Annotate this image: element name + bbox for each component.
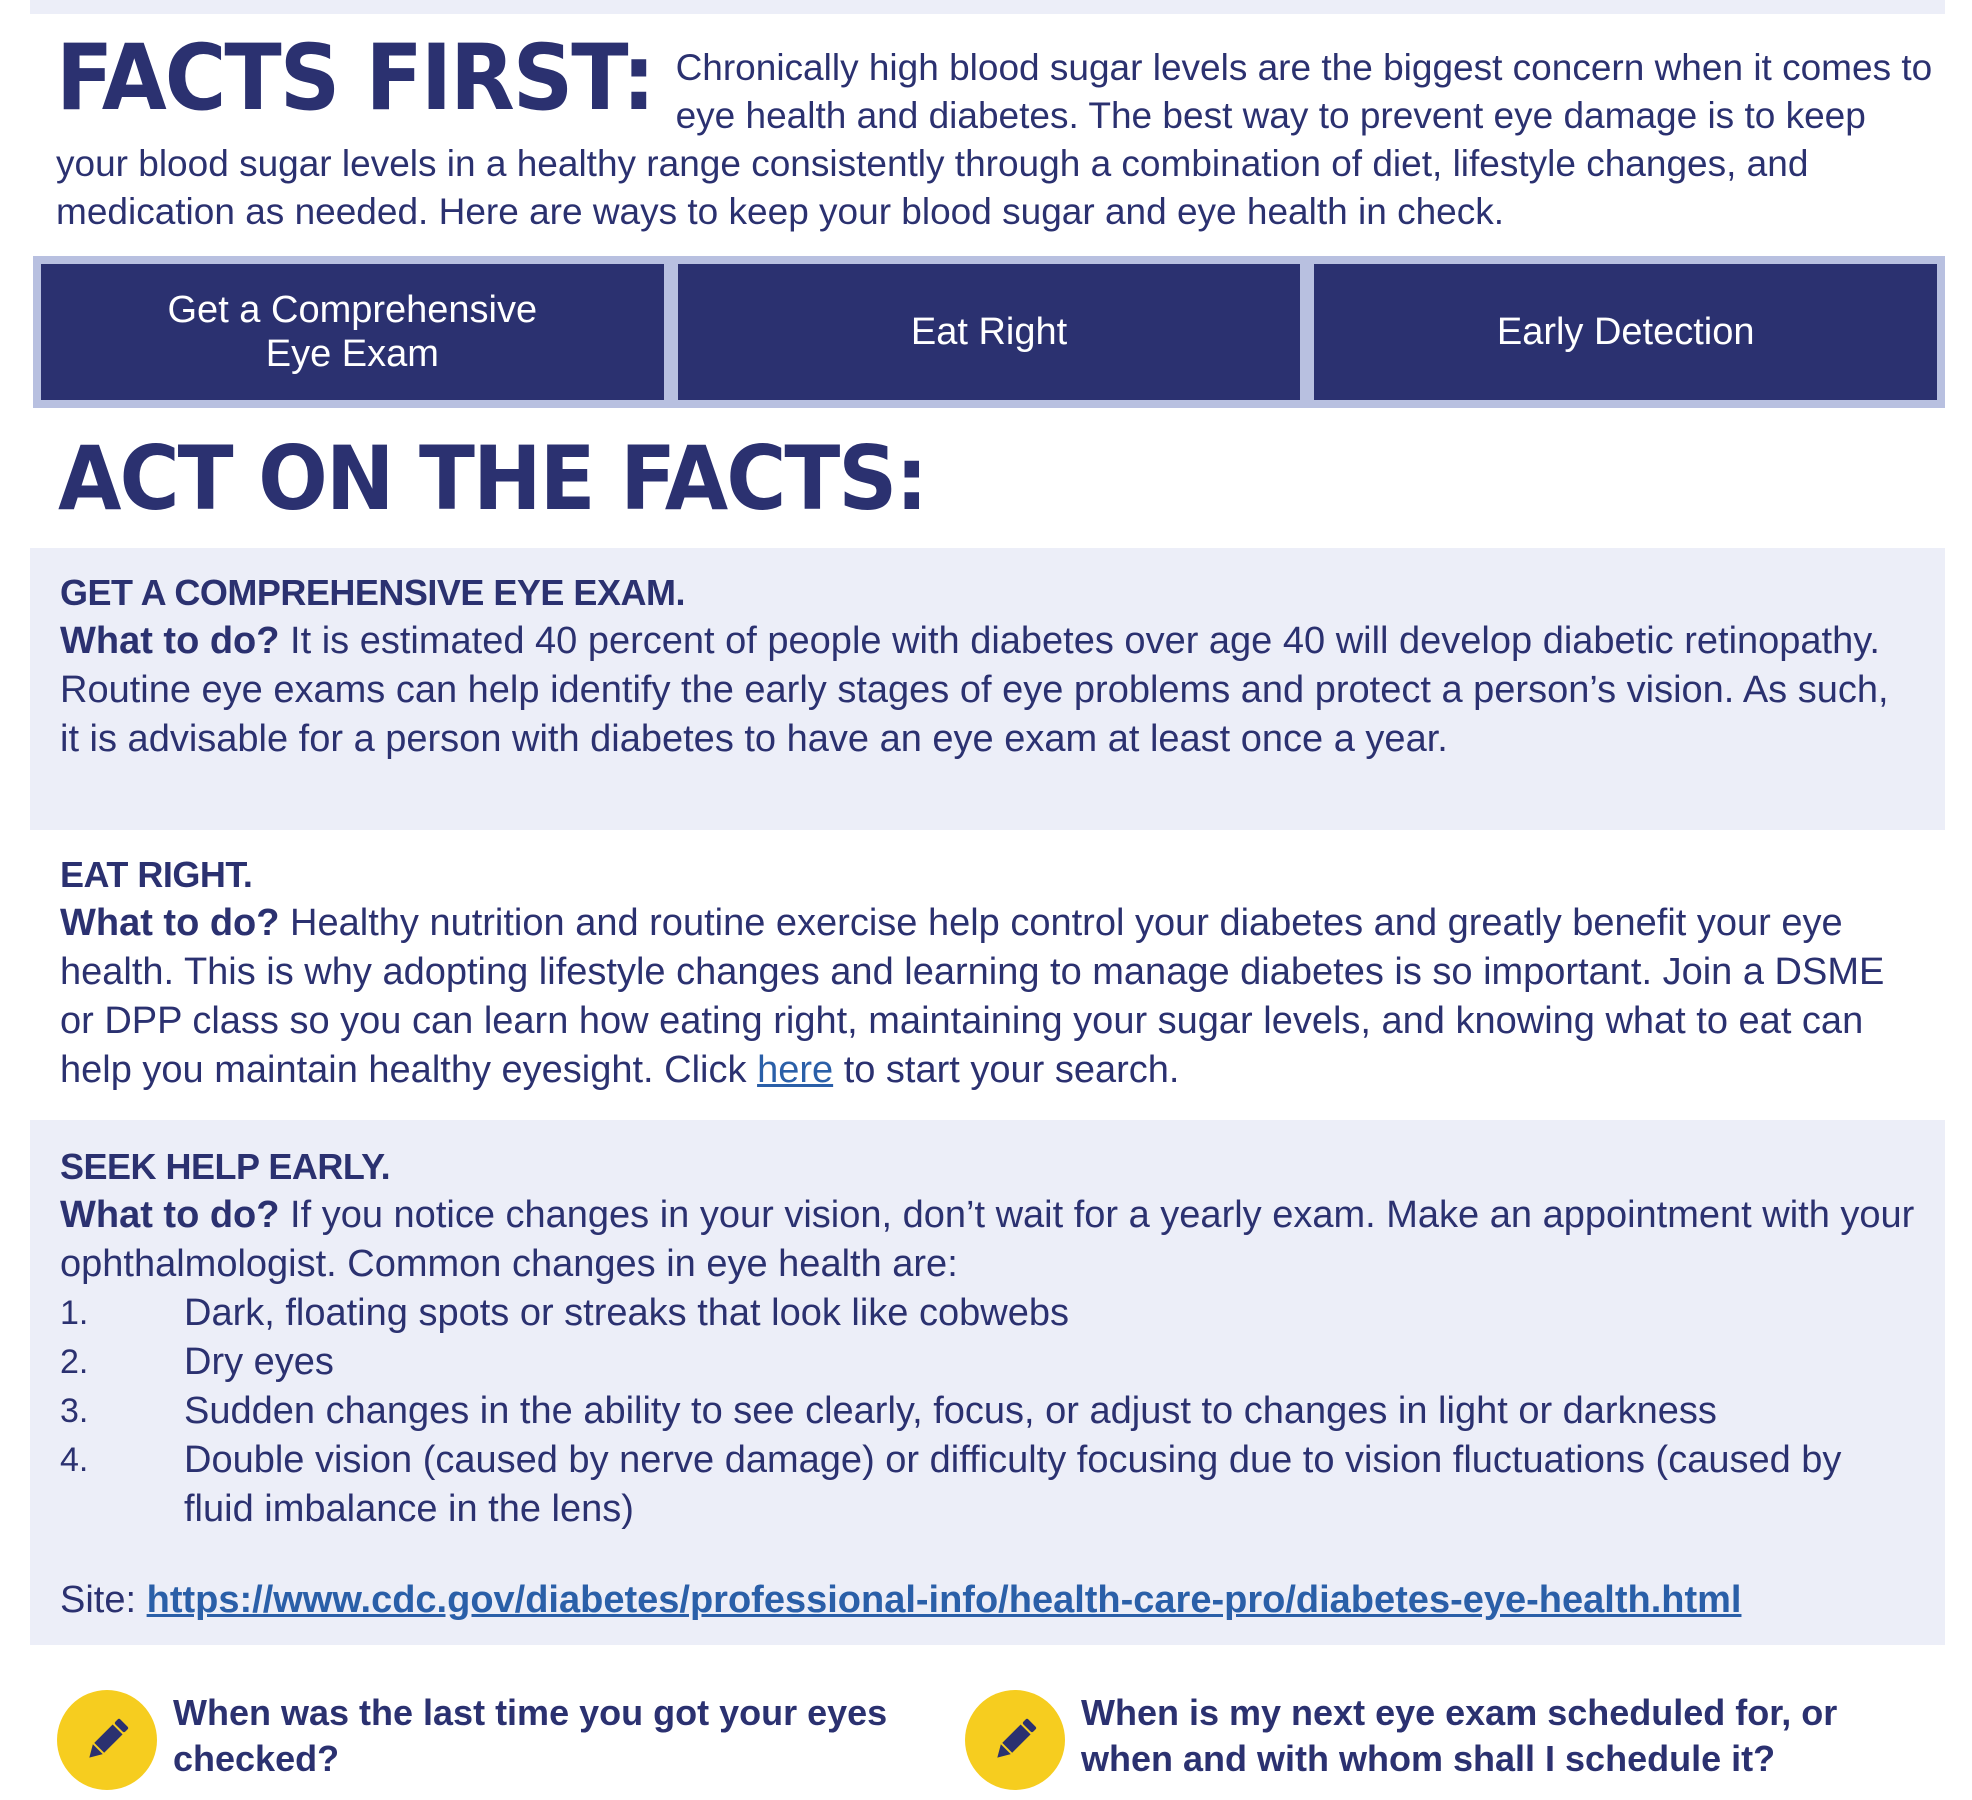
- symptom-list: [60, 1289, 1915, 1534]
- tab-label: Eat Right: [910, 311, 1068, 353]
- cdc-source-link[interactable]: https://www.cdc.gov/diabetes/professional-info/health-care-pro/diabetes-eye-health.html: [146, 1579, 1742, 1621]
- list-text: Dry eyes: [184, 1341, 334, 1383]
- section-text-tail: to start your search.: [843, 1049, 1180, 1091]
- topic-tabs: [33, 256, 1945, 408]
- facts-first-title: FACTS FIRST:: [56, 24, 654, 131]
- top-divider-strip: [30, 0, 1945, 14]
- section-text: If you notice changes in your vision, don’t wait for a yearly exam. Make an appointment with your ophthalmologist. Common changes in eye health are:: [60, 1194, 1915, 1285]
- section-heading: EAT RIGHT.: [60, 854, 253, 895]
- list-text: Double vision (caused by nerve damage) or difficulty focusing due to vision fluctuations (caused by fluid imbalance in the lens): [184, 1439, 1842, 1530]
- tab-early-detection[interactable]: [1314, 264, 1937, 400]
- list-text: Dark, floating spots or streaks that look like cobwebs: [184, 1292, 1069, 1334]
- list-item: [60, 1387, 1915, 1436]
- what-to-do-label: What to do?: [60, 620, 280, 662]
- list-text: Sudden changes in the ability to see clearly, focus, or adjust to changes in light or darkness: [184, 1390, 1717, 1432]
- section-seek-help: [30, 1120, 1945, 1645]
- list-number: 2.: [60, 1343, 89, 1381]
- list-number: 1.: [60, 1294, 89, 1332]
- section-eat-right: [30, 850, 1945, 1120]
- site-line: [60, 1576, 1915, 1625]
- what-to-do-label: What to do?: [60, 1194, 280, 1236]
- section-body: [60, 617, 1915, 764]
- tab-comprehensive-eye-exam[interactable]: [41, 264, 664, 400]
- tab-label: Early Detection: [1496, 311, 1755, 353]
- what-to-do-label: What to do?: [60, 902, 280, 944]
- prompt-text: When is my next eye exam scheduled for, or when and with whom shall I schedule it?: [1081, 1692, 1838, 1779]
- pencil-icon: [965, 1690, 1065, 1790]
- facts-first-block: [56, 24, 1946, 236]
- list-number: 4.: [60, 1441, 89, 1479]
- section-text: It is estimated 40 percent of people with diabetes over age 40 will develop diabetic retinopathy. Routine eye exams can help identify the early stages of eye problems and protect a person’s vision. As such, it is advisable for a person with diabetes to have an eye exam at least once a year.: [60, 620, 1889, 760]
- facts-first-text: Chronically high blood sugar levels are the biggest concern when it comes to eye health and diabetes. The best way to prevent eye damage is to keep your blood sugar levels in a healthy range consistently through a combination of diet, lifestyle changes, and medication as needed. Here are ways to keep your blood sugar and eye health in check.: [56, 47, 1933, 232]
- tab-label: Get a Comprehensive Eye Exam: [167, 289, 538, 375]
- section-body: [60, 899, 1915, 1095]
- section-eye-exam: [30, 548, 1945, 830]
- prompt-text: When was the last time you got your eyes checked?: [173, 1692, 888, 1779]
- prompt-next-exam: [965, 1690, 1915, 1790]
- prompt-last-checked: [57, 1690, 897, 1790]
- section-body: [60, 1191, 1915, 1289]
- act-on-the-facts-title: ACT ON THE FACTS:: [58, 428, 927, 531]
- section-heading: SEEK HELP EARLY.: [60, 1146, 391, 1187]
- list-item: [60, 1338, 1915, 1387]
- list-number: 3.: [60, 1392, 89, 1430]
- section-heading: GET A COMPREHENSIVE EYE EXAM.: [60, 572, 685, 613]
- list-item: [60, 1436, 1915, 1534]
- list-item: [60, 1289, 1915, 1338]
- site-label: Site:: [60, 1579, 137, 1621]
- here-link[interactable]: here: [757, 1049, 834, 1091]
- section-text: Healthy nutrition and routine exercise help control your diabetes and greatly benefit your eye health. This is why adopting lifestyle changes and learning to manage diabetes is so important. Join a DSME or DPP class so you can learn how eating right, maintaining your sugar levels, and knowing what to eat can help you maintain healthy eyesight. Click: [60, 902, 1885, 1091]
- pencil-icon: [57, 1690, 157, 1790]
- tab-eat-right[interactable]: [678, 264, 1301, 400]
